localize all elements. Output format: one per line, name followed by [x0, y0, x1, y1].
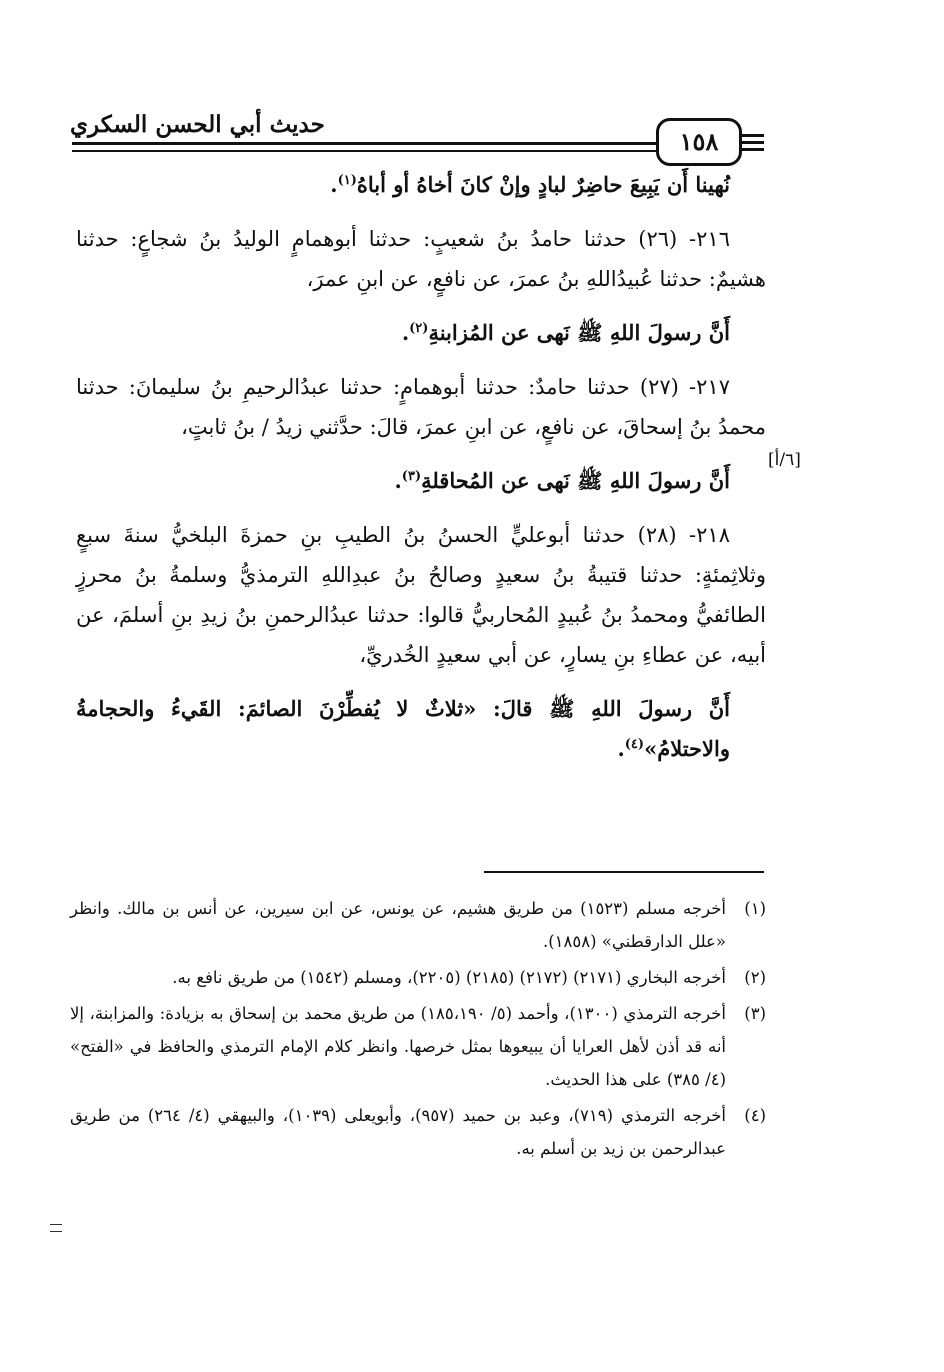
- header-rule-top: [72, 142, 664, 145]
- footnote-number: (١): [744, 899, 766, 918]
- footnote-4: [70, 1099, 766, 1165]
- hadith-text-1: نُهينا أَن يَبِيعَ حاضِرٌ لبادٍ وإنْ كانَ أخاهُ أو أباهُ$^{(١)}$.: [330, 172, 730, 197]
- page-number-bar-3: [742, 148, 764, 151]
- footnote-text: أخرجه الترمذي (٧١٩)، وعبد بن حميد (٩٥٧)، وأبويعلى (١٠٣٩)، والبيهقي (٤/ ٢٦٤) من طريق عبدالرحمن بن زيد بن أسلم به.: [70, 1106, 726, 1158]
- footnote-ref-3: (٣): [401, 469, 422, 484]
- footnote-number: (٢): [744, 968, 766, 987]
- running-header-title: حديث أبي الحسن السكري: [70, 111, 325, 138]
- page-number-bar-2: [742, 141, 764, 144]
- hadith-text-217: أَنَّ رسولَ اللهِ ﷺ نَهى عن المُحاقلةِ$^{(٣)}$.: [394, 468, 730, 493]
- footnote-text: أخرجه مسلم (١٥٢٣) من طريق هشيم، عن يونس، عن ابن سيرين، عن أنس بن مالك. وانظر «علل الدارقطني» (١٨٥٨).: [70, 899, 726, 951]
- header-rule-bottom: [72, 150, 664, 152]
- footnote-2: [70, 961, 766, 994]
- hadith-isnad-216: ٢١٦- (٢٦) حدثنا حامدُ بنُ شعيبٍ: حدثنا أبوهمامٍ الوليدُ بنُ شجاعٍ: حدثنا هشيمٌ: حدثنا عُبيدُاللهِ بنُ عمرَ، عن نافعٍ، عن ابنِ عمرَ،: [76, 227, 766, 291]
- page-number-frame: [656, 118, 742, 166]
- footnote-number: (٣): [744, 1004, 766, 1023]
- footnote-number: (٤): [744, 1106, 766, 1125]
- footnote-3: [70, 997, 766, 1096]
- hadith-isnad-218: ٢١٨- (٢٨) حدثنا أبوعليٍّ الحسنُ بنُ الطيبِ بنِ حمزةَ البلخيُّ سنةَ سبعٍ وثلاثِمئةٍ: حدثنا قتيبةُ بنُ سعيدٍ وصالحُ بنُ عبدِاللهِ الترمذيُّ وسلمةُ بنُ محرزٍ الطائفيُّ ومحمدُ بنُ عُبيدٍ المُحاربيُّ قالوا: حدثنا عبدُالرحمنِ بنُ زيدِ بنِ أسلمَ، عن أبيه، عن عطاءِ بنِ يسارٍ، عن أبي سعيدٍ الخُدريِّ،: [76, 523, 766, 667]
- manuscript-folio-marker: [٦/أ]: [768, 450, 801, 470]
- footnote-separator: [484, 871, 764, 873]
- hadith-text-218: أَنَّ رسولَ اللهِ ﷺ قالَ: «ثلاثٌ لا يُفطِّرْنَ الصائمَ: القَيءُ والحجامةُ والاحتلامُ»$^{(٤)}$.: [76, 696, 730, 761]
- footnote-1: [70, 892, 766, 958]
- hadith-isnad-217: ٢١٧- (٢٧) حدثنا حامدٌ: حدثنا أبوهمامٍ: حدثنا عبدُالرحيمِ بنُ سليمانَ: حدثنا محمدُ بنُ إسحاقَ، عن نافعٍ، عن ابنِ عمرَ، قالَ: حدَّثني زيدُ / بنُ ثابتٍ،: [76, 375, 766, 439]
- main-text: [76, 165, 766, 773]
- footnote-ref-4: (٤): [624, 737, 645, 752]
- footnote-text: أخرجه البخاري (٢١٧١) (٢١٧٢) (٢١٨٥) (٢٢٠٥)، ومسلم (١٥٤٢) من طريق نافع به.: [172, 968, 726, 987]
- hadith-text-216: أَنَّ رسولَ اللهِ ﷺ نَهى عن المُزابنةِ$^{(٢)}$.: [401, 320, 730, 345]
- footnote-text: أخرجه الترمذي (١٣٠٠)، وأحمد (٥/ ١٨٥،١٩٠) من طريق محمد بن إسحاق به بزيادة: والمزابنة، إلا أنه قد أذن لأهل العرايا أن يبيعوها بمثل خرصها. وانظر كلام الإمام الترمذي والحافظ في «الفتح» (٤/ ٣٨٥) على هذا الحديث.: [70, 1004, 726, 1089]
- page-number: ١٥٨: [679, 127, 719, 156]
- footnote-ref-2: (٢): [409, 321, 429, 336]
- footnotes: [70, 892, 766, 1168]
- footnote-ref-1: (١): [337, 173, 357, 188]
- page-number-bar-1: [742, 134, 764, 137]
- scan-edge-mark: [50, 1224, 62, 1232]
